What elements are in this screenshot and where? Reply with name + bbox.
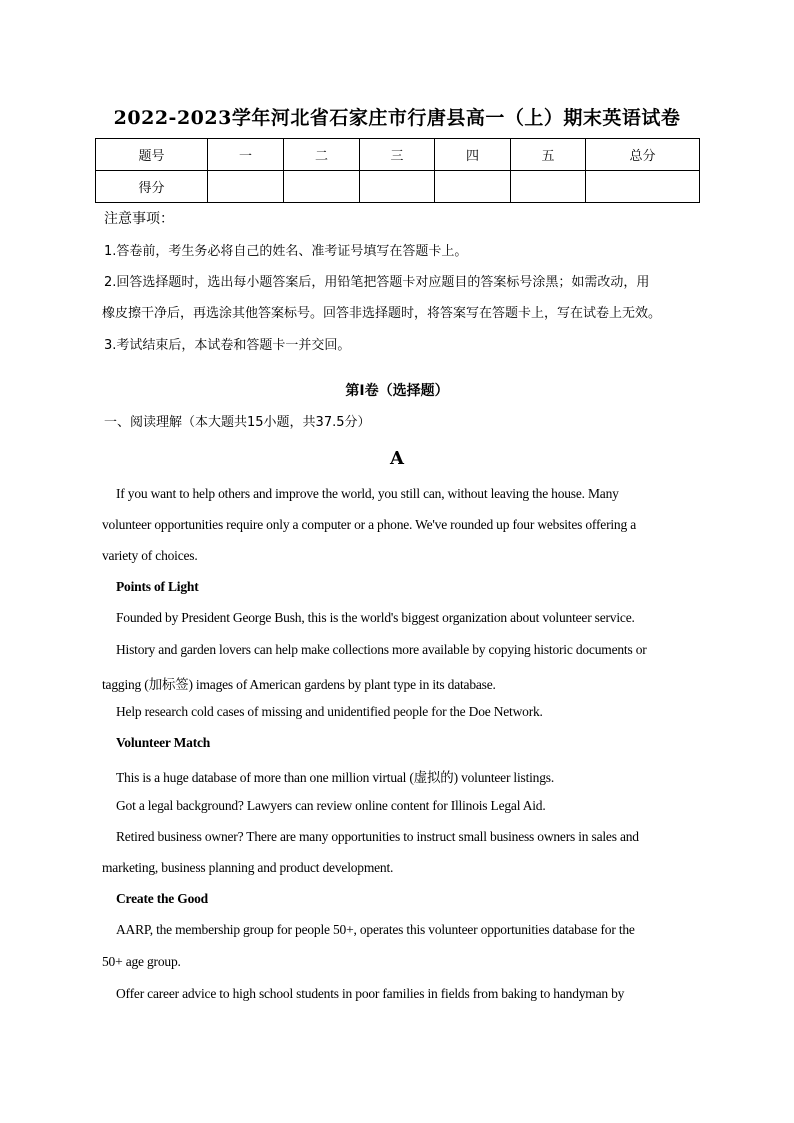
passage-line: variety of choices. (102, 548, 198, 563)
table-cell: 一 (208, 139, 284, 171)
section-title: 第Ⅰ卷（选择题） (345, 383, 449, 399)
score-cell (435, 171, 511, 203)
score-cell (586, 171, 700, 203)
table-cell: 三 (360, 139, 435, 171)
notice-heading: 注意事项： (104, 211, 174, 227)
part-title: 一、阅读理解（本大题共15小题，共37.5分） (104, 415, 371, 430)
table-cell: 得分 (96, 171, 208, 203)
website-heading: Points of Light (116, 579, 199, 594)
passage-line: Founded by President George Bush, this is the world's biggest organization about volunteer service. (116, 610, 635, 625)
notice-item: 2.回答选择题时，选出每小题答案后，用铅笔把答题卡对应题目的答案标号涂黑；如需改动，用 (104, 275, 650, 290)
score-table-score-row (96, 171, 700, 203)
passage-line: History and garden lovers can help make collections more available by copying historic documents or (116, 642, 647, 657)
passage-line: Offer career advice to high school students in poor families in fields from baking to handyman by (116, 986, 625, 1001)
score-cell (284, 171, 360, 203)
passage-line: If you want to help others and improve the world, you still can, without leaving the house. Many (116, 486, 619, 501)
table-cell: 二 (284, 139, 360, 171)
score-table (95, 138, 700, 203)
website-heading: Create the Good (116, 891, 208, 906)
notice-item: 3.考试结束后，本试卷和答题卡一并交回。 (104, 338, 351, 353)
notice-item: 1.答卷前，考生务必将自己的姓名、准考证号填写在答题卡上。 (104, 244, 468, 259)
passage-line: volunteer opportunities require only a computer or a phone. We've rounded up four websites offering a (102, 517, 636, 532)
score-cell (360, 171, 435, 203)
passage-line: 50+ age group. (102, 954, 181, 969)
passage-line: tagging (加标签) images of American gardens by plant type in its database. (102, 677, 496, 692)
passage-line: Retired business owner? There are many opportunities to instruct small business owners in sales and (116, 829, 639, 844)
table-cell: 四 (435, 139, 511, 171)
passage-line: This is a huge database of more than one million virtual (虚拟的) volunteer listings. (116, 770, 555, 785)
website-heading: Volunteer Match (116, 735, 211, 750)
table-cell: 总分 (586, 139, 700, 171)
passage-line: AARP, the membership group for people 50+, operates this volunteer opportunities database for the (116, 922, 635, 937)
score-table-header-row (96, 139, 700, 171)
passage-line: marketing, business planning and product development. (102, 860, 394, 875)
passage-line: Help research cold cases of missing and unidentified people for the Doe Network. (116, 704, 543, 719)
table-cell: 五 (511, 139, 586, 171)
table-cell: 题号 (96, 139, 208, 171)
score-cell (208, 171, 284, 203)
passage-letter: A (390, 448, 404, 469)
score-cell (511, 171, 586, 203)
exam-title: 2022-2023学年河北省石家庄市行唐县高一（上）期末英语试卷 (113, 107, 681, 129)
passage-line: Got a legal background? Lawyers can review online content for Illinois Legal Aid. (116, 798, 546, 813)
notice-item: 橡皮擦干净后，再选涂其他答案标号。回答非选择题时，将答案写在答题卡上，写在试卷上无效。 (102, 306, 662, 321)
